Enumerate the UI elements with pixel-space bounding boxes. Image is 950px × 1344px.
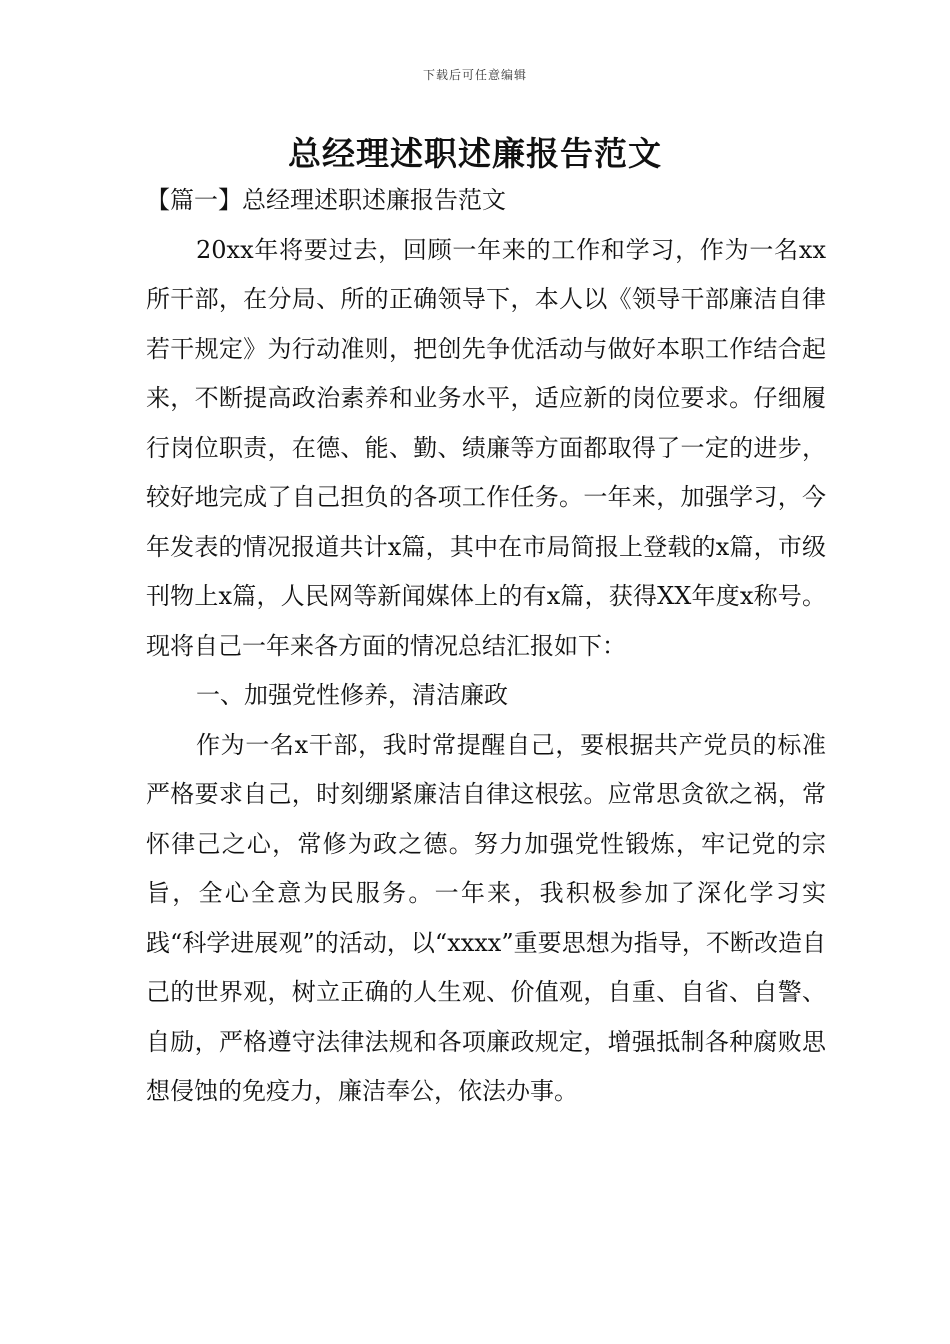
section-label: 【篇一】总经理述职述廉报告范文 <box>146 186 506 214</box>
paragraph-party: 作为一名x干部，我时常提醒自己，要根据共产党员的标准严格要求自己，时刻绷紧廉洁自律这根弦。应常思贪欲之祸，常怀律己之心，常修为政之德。努力加强党性锻炼，牢记党的宗旨，全心全意为民服务。一年来，我积极参加了深化学习实践“科学进展观”的活动，以“xxxx”重要思想为指导，不断改造自己的世界观，树立正确的人生观、价值观，自重、自省、自警、自励，严格遵守法律法规和各项廉政规定，增强抵制各种腐败思想侵蚀的免疫力，廉洁奉公，依法办事。 <box>146 730 826 1105</box>
page-title: 总经理述职述廉报告范文 <box>288 134 662 173</box>
paragraph-intro: 20xx年将要过去，回顾一年来的工作和学习，作为一名xx所干部，在分局、所的正确领导下，本人以《领导干部廉洁自律若干规定》为行动准则，把创先争优活动与做好本职工作结合起来，不断提高政治素养和业务水平，适应新的岗位要求。仔细履行岗位职责，在德、能、勤、绩廉等方面都取得了一定的进步，较好地完成了自己担负的各项工作任务。一年来，加强学习，今年发表的情况报道共计x篇，其中在市局简报上登载的x篇，市级刊物上x篇，人民网等新闻媒体上的有x篇，获得XX年度x称号。现将自己一年来各方面的情况总结汇报如下： <box>146 235 826 660</box>
section-heading: 一、加强党性修养，清洁廉政 <box>196 681 508 709</box>
document-body <box>146 176 826 1117</box>
header-note: 下载后可任意编辑 <box>422 68 527 82</box>
